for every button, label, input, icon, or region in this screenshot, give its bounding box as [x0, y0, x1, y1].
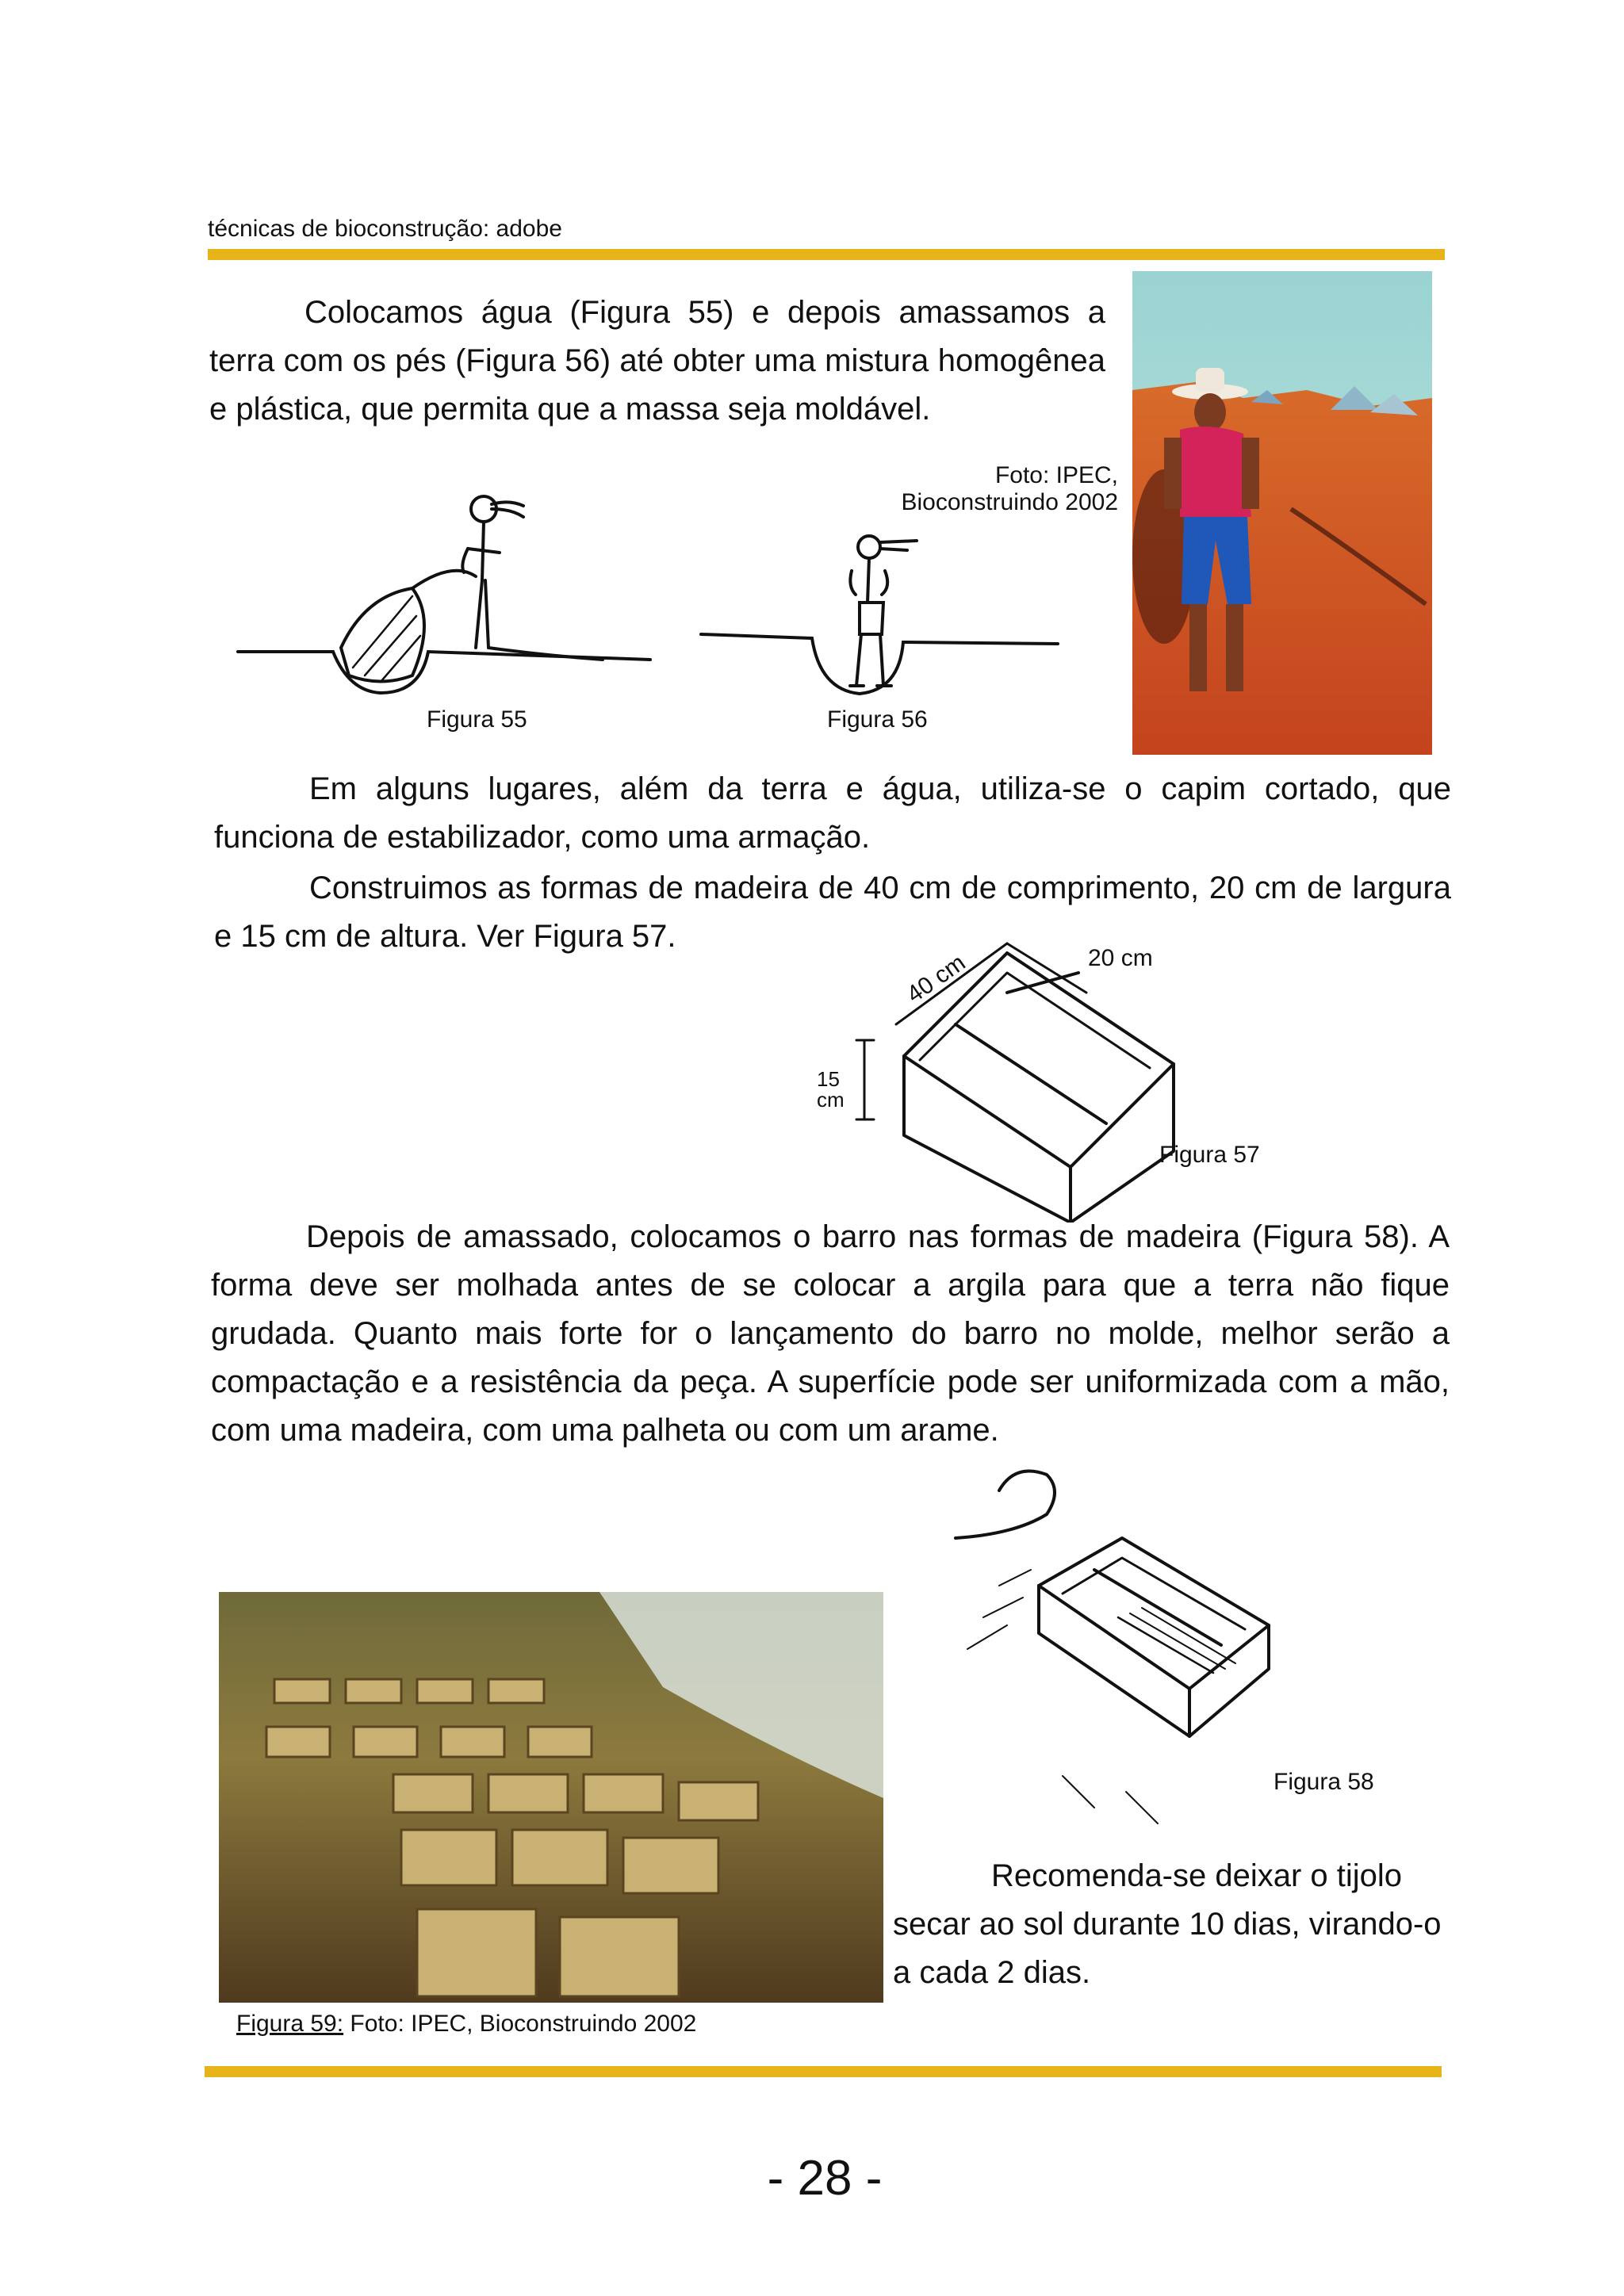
barro-paragraph	[211, 1213, 1450, 1455]
fig55-caption: Figura 55	[427, 706, 527, 733]
fig57-dim-height: 15 cm	[817, 1067, 845, 1112]
fig56-caption: Figura 56	[827, 706, 928, 733]
intro-paragraph-text: Colocamos água (Figura 55) e depois amassamos a terra com os pés (Figura 56) até obter uma mistura homogênea e plástica, que permita que a massa seja moldável.	[209, 295, 1105, 427]
man-photo	[1132, 271, 1432, 755]
fig56-sketch	[693, 523, 1066, 706]
bricks-photo	[219, 1592, 883, 2003]
photo-credit	[793, 462, 1118, 516]
fig57-caption: Figura 57	[1159, 1142, 1260, 1168]
running-header: técnicas de bioconstrução: adobe	[208, 216, 562, 242]
recommendation-text: Recomenda-se deixar o tijolo secar ao sol durante 10 dias, virando-o a cada 2 dias.	[893, 1858, 1442, 1990]
fig57-dim-width: 20 cm	[1088, 945, 1153, 971]
header-rule	[208, 249, 1445, 260]
footer-rule	[205, 2066, 1442, 2077]
fig57-sketch	[817, 929, 1261, 1223]
barro-paragraph-text: Depois de amassado, colocamos o barro nas formas de madeira (Figura 58). A forma deve ser molhada antes de se colocar a argila para que a terra não fique grudada. Quanto mais forte for o lançamento do barro no molde, melhor serão a compactação e a resistência da peça. A superfície pode ser uniformizada com a mão, com uma madeira, com uma palheta ou com um arame.	[211, 1219, 1450, 1448]
fig59-caption	[236, 2011, 696, 2038]
fig58-sketch	[952, 1459, 1324, 1831]
recommendation-paragraph	[893, 1852, 1448, 1997]
photo-credit-line2: Bioconstruindo 2002	[901, 489, 1118, 515]
fig58-caption: Figura 58	[1274, 1769, 1374, 1795]
capim-paragraph	[214, 765, 1451, 862]
fig59-label: Figura 59:	[236, 2011, 344, 2037]
formas-paragraph-text: Construimos as formas de madeira de 40 cm de comprimento, 20 cm de largura e 15 cm de altura. Ver Figura 57.	[214, 871, 1451, 954]
fig59-credit: Foto: IPEC, Bioconstruindo 2002	[343, 2011, 697, 2037]
photo-credit-line1: Foto: IPEC,	[994, 462, 1118, 488]
fig55-sketch	[230, 485, 658, 699]
capim-paragraph-text: Em alguns lugares, além da terra e água, utiliza-se o capim cortado, que funciona de estabilizador, como uma armação.	[214, 771, 1451, 855]
intro-paragraph	[209, 289, 1105, 434]
fig57-dim-length: 40 cm	[902, 949, 971, 1008]
page-number: - 28 -	[767, 2151, 883, 2206]
